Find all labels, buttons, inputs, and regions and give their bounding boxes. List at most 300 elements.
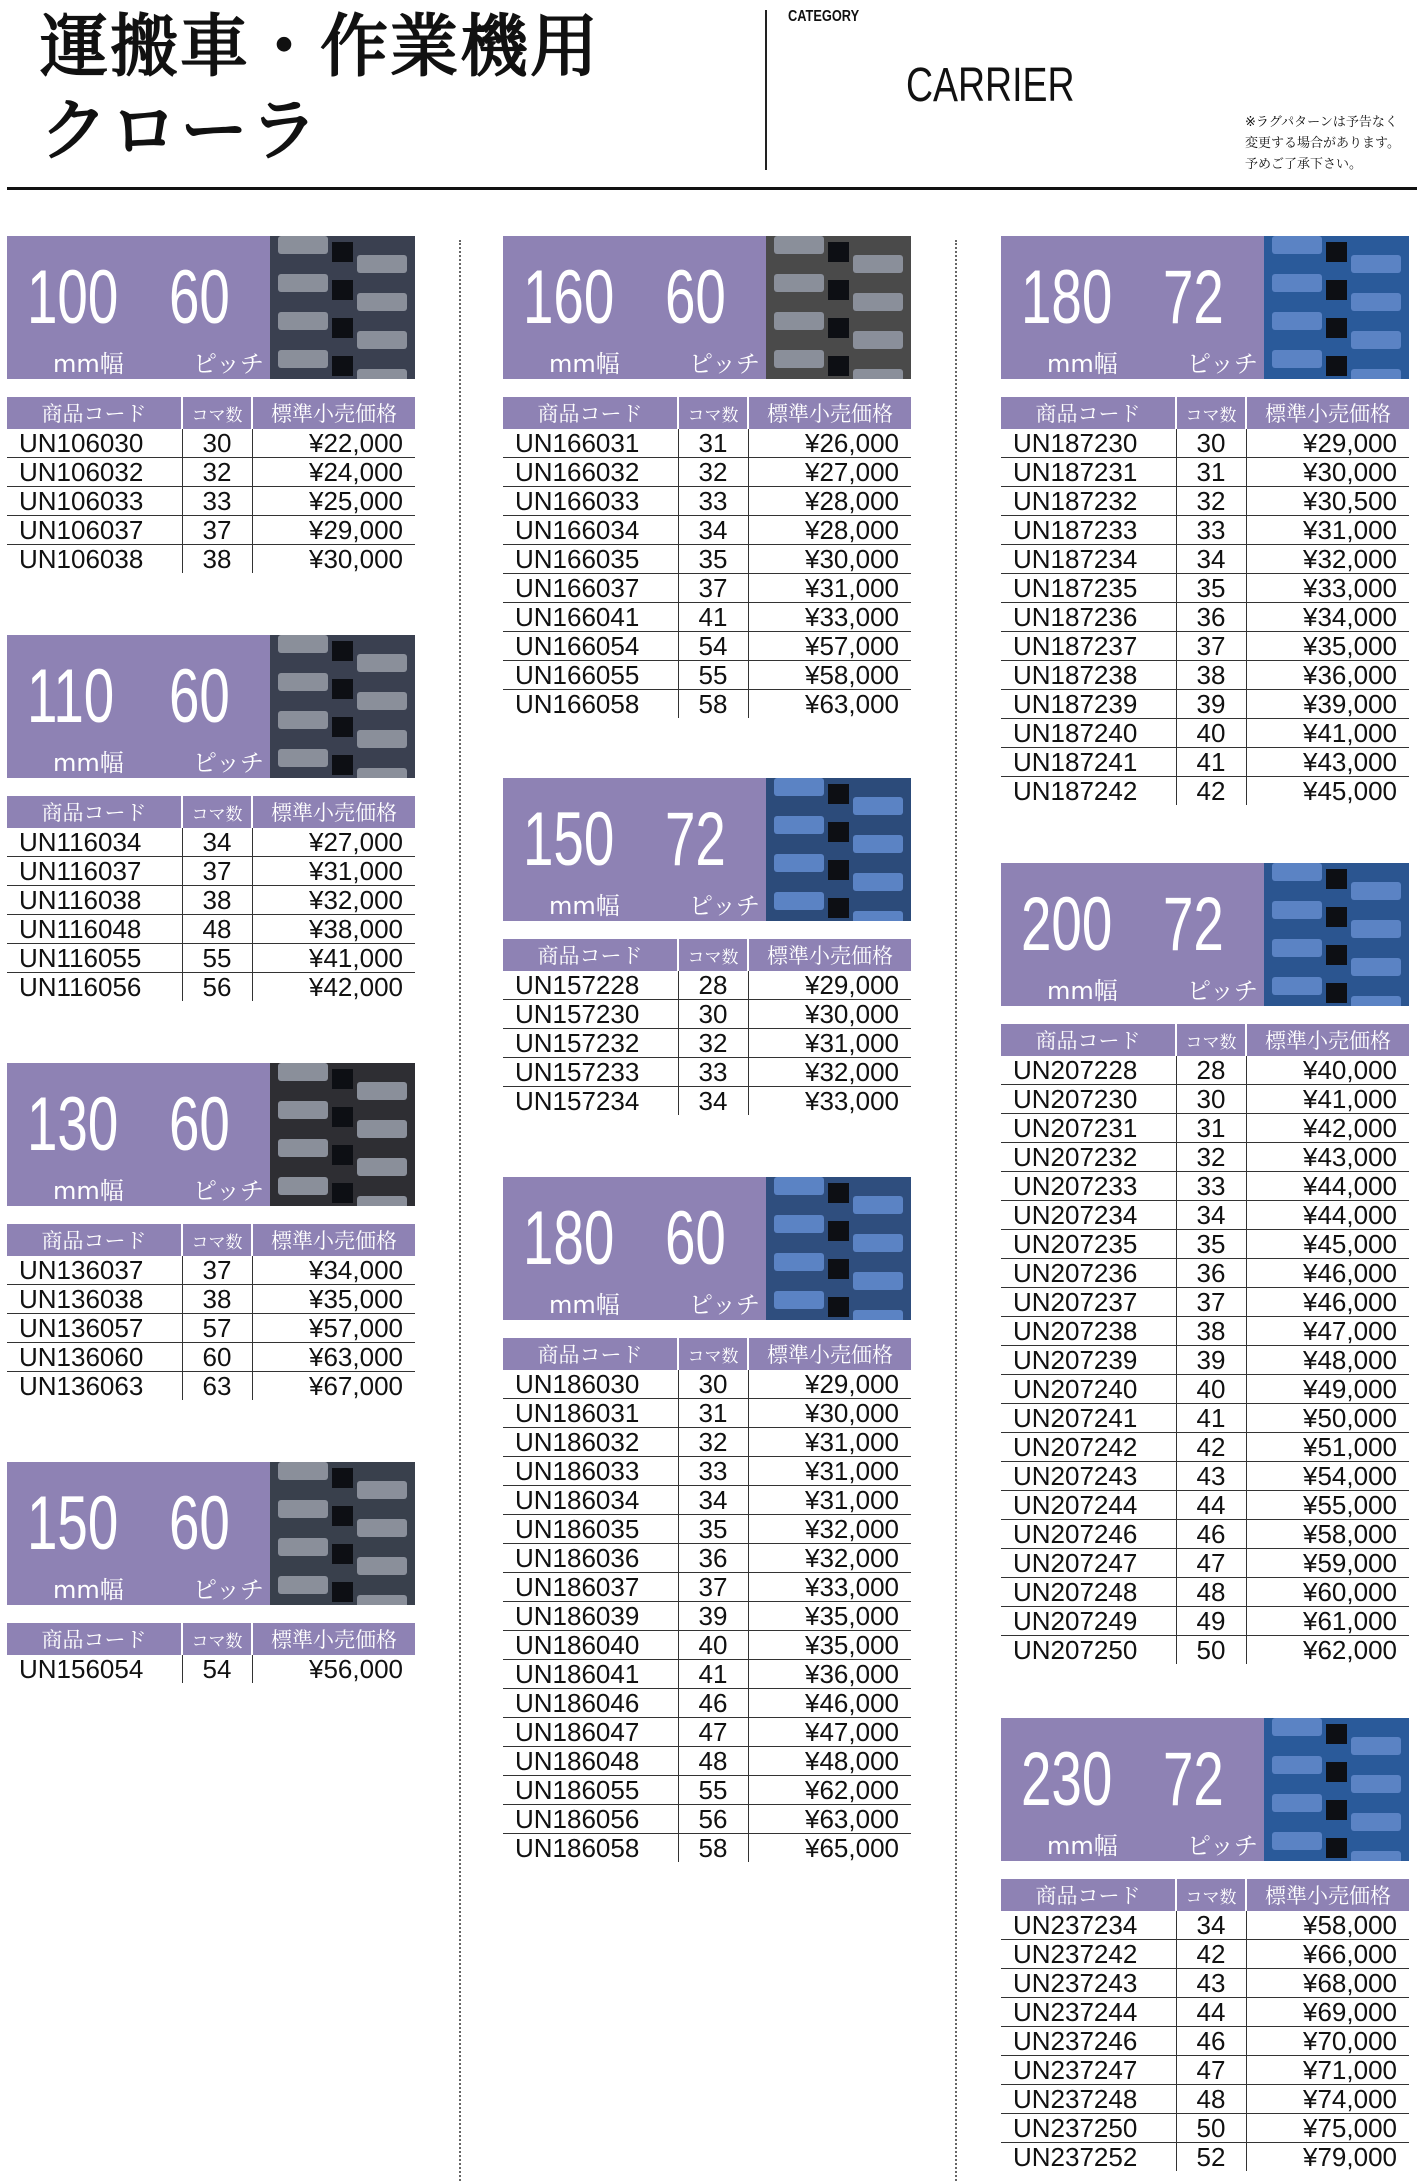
- link-count: 37: [182, 857, 252, 886]
- link-count: 58: [678, 1834, 748, 1863]
- link-count: 31: [1176, 458, 1246, 487]
- col-header-price: 標準小売価格: [252, 1623, 415, 1655]
- crawler-tread-image: [766, 778, 911, 921]
- col-header-price: 標準小売価格: [1246, 1879, 1409, 1911]
- table-header-row: [1001, 1024, 1409, 1056]
- table-header-row: [7, 1224, 415, 1256]
- link-count: 37: [1176, 632, 1246, 661]
- table-row: [1001, 777, 1409, 806]
- retail-price: ¥41,000: [1246, 1085, 1409, 1114]
- table-row: [503, 1834, 911, 1863]
- link-count: 38: [1176, 1317, 1246, 1346]
- link-count: 55: [182, 944, 252, 973]
- col-header-price: 標準小売価格: [748, 939, 911, 971]
- link-count: 32: [678, 458, 748, 487]
- width-value: 180: [523, 1196, 615, 1281]
- product-code: UN186031: [503, 1399, 678, 1428]
- width-value: 150: [27, 1481, 119, 1566]
- table-row: [503, 1544, 911, 1573]
- product-code: UN207233: [1001, 1172, 1176, 1201]
- retail-price: ¥35,000: [252, 1285, 415, 1314]
- product-code: UN156054: [19, 1654, 144, 1684]
- crawler-section: [1001, 863, 1409, 1664]
- link-count: 38: [182, 886, 252, 915]
- product-code: UN186032: [503, 1428, 678, 1457]
- table-row: [503, 1718, 911, 1747]
- product-code: UN136037: [7, 1256, 182, 1285]
- retail-price: ¥31,000: [748, 1486, 911, 1515]
- width-unit-label: mm幅: [549, 350, 620, 378]
- table-row: [7, 1343, 415, 1372]
- retail-price: ¥32,000: [252, 886, 415, 915]
- table-row: [503, 516, 911, 545]
- retail-price: ¥66,000: [1246, 1940, 1409, 1969]
- link-count: 39: [678, 1602, 748, 1631]
- link-count: 34: [1176, 1201, 1246, 1230]
- product-code: UN186037: [503, 1573, 678, 1602]
- table-row: [7, 487, 415, 516]
- product-code: UN207232: [1001, 1143, 1176, 1172]
- product-code: UN186048: [503, 1747, 678, 1776]
- link-count: 34: [678, 1087, 748, 1116]
- table-row: [1001, 1114, 1409, 1143]
- table-header-row: [503, 397, 911, 429]
- col-header-price: 標準小売価格: [1246, 1024, 1409, 1056]
- crawler-tread-image: [1264, 1718, 1409, 1861]
- price-table: [1001, 397, 1409, 805]
- link-count: 48: [1176, 1578, 1246, 1607]
- retail-price: ¥25,000: [252, 487, 415, 516]
- retail-price: ¥45,000: [1246, 1230, 1409, 1259]
- product-code: UN157230: [503, 1000, 678, 1029]
- retail-price: ¥65,000: [805, 1833, 899, 1863]
- table-header-row: [503, 939, 911, 971]
- product-code: UN237252: [1013, 2142, 1138, 2172]
- product-code: UN207246: [1001, 1520, 1176, 1549]
- retail-price: ¥46,000: [748, 1689, 911, 1718]
- col-header-price: 標準小売価格: [252, 796, 415, 828]
- table-row: [7, 458, 415, 487]
- table-header-row: [503, 1338, 911, 1370]
- price-table: [503, 1338, 911, 1862]
- width-unit-label: mm幅: [53, 1576, 124, 1604]
- retail-price: ¥33,000: [748, 603, 911, 632]
- table-row: [1001, 1969, 1409, 1998]
- table-row: [1001, 1085, 1409, 1114]
- crawler-tread-image: [270, 635, 415, 778]
- table-row: [1001, 1172, 1409, 1201]
- retail-price: ¥75,000: [1246, 2114, 1409, 2143]
- retail-price: ¥59,000: [1246, 1549, 1409, 1578]
- retail-price: ¥32,000: [748, 1544, 911, 1573]
- table-row: [1001, 1230, 1409, 1259]
- product-code: UN187233: [1001, 516, 1176, 545]
- table-row: [1001, 2085, 1409, 2114]
- link-count: 37: [182, 1256, 252, 1285]
- link-count: 54: [182, 1655, 252, 1683]
- retail-price: ¥24,000: [252, 458, 415, 487]
- retail-price: ¥74,000: [1246, 2085, 1409, 2114]
- retail-price: ¥47,000: [1246, 1317, 1409, 1346]
- table-row: [503, 1058, 911, 1087]
- table-row: [1001, 2056, 1409, 2085]
- table-row: [7, 1372, 415, 1401]
- retail-price: ¥69,000: [1246, 1998, 1409, 2027]
- width-value: 160: [523, 255, 615, 340]
- product-code: UN166058: [515, 689, 640, 719]
- pitch-unit-label: ピッチ: [689, 1291, 761, 1319]
- pitch-value: 60: [169, 654, 230, 739]
- link-count: 33: [678, 1457, 748, 1486]
- link-count: 32: [678, 1029, 748, 1058]
- retail-price: ¥51,000: [1246, 1433, 1409, 1462]
- table-row: [503, 1689, 911, 1718]
- pitch-value: 72: [1163, 882, 1224, 967]
- link-count: 39: [1176, 690, 1246, 719]
- table-row: [1001, 1056, 1409, 1085]
- product-code: UN186055: [503, 1776, 678, 1805]
- retail-price: ¥36,000: [748, 1660, 911, 1689]
- table-row: [503, 1399, 911, 1428]
- pitch-value: 60: [665, 255, 726, 340]
- product-code: UN187231: [1001, 458, 1176, 487]
- pitch-value: 72: [1163, 1737, 1224, 1822]
- table-row: [503, 1573, 911, 1602]
- retail-price: ¥43,000: [1246, 748, 1409, 777]
- retail-price: ¥32,000: [1246, 545, 1409, 574]
- table-row: [1001, 1940, 1409, 1969]
- column-divider: [459, 240, 461, 2181]
- table-row: [503, 487, 911, 516]
- table-row: [1001, 574, 1409, 603]
- link-count: 28: [678, 971, 748, 1000]
- link-count: 33: [1176, 1172, 1246, 1201]
- col-header-koma: コマ数: [182, 796, 252, 828]
- table-row: [503, 574, 911, 603]
- retail-price: ¥30,000: [748, 1000, 911, 1029]
- width-value: 130: [27, 1082, 119, 1167]
- product-code: UN207236: [1001, 1259, 1176, 1288]
- retail-price: ¥50,000: [1246, 1404, 1409, 1433]
- price-table: [7, 1623, 415, 1683]
- product-code: UN187242: [1013, 776, 1138, 806]
- table-row: [1001, 1549, 1409, 1578]
- crawler-tread-image: [270, 1462, 415, 1605]
- link-count: 35: [678, 545, 748, 574]
- link-count: 33: [678, 487, 748, 516]
- price-table: [503, 397, 911, 718]
- product-code: UN187232: [1001, 487, 1176, 516]
- product-code: UN106037: [7, 516, 182, 545]
- link-count: 47: [1176, 2056, 1246, 2085]
- link-count: 40: [1176, 719, 1246, 748]
- retail-price: ¥63,000: [748, 1805, 911, 1834]
- header-divider: [765, 10, 767, 170]
- title-line-1: 運搬車・作業機用: [40, 8, 601, 87]
- link-count: 58: [678, 690, 748, 719]
- retail-price: ¥44,000: [1246, 1172, 1409, 1201]
- pitch-value: 60: [169, 255, 230, 340]
- table-row: [503, 429, 911, 458]
- retail-price: ¥58,000: [1246, 1911, 1409, 1940]
- col-header-price: 標準小売価格: [252, 397, 415, 429]
- link-count: 40: [678, 1631, 748, 1660]
- link-count: 30: [1176, 1085, 1246, 1114]
- retail-price: ¥26,000: [748, 429, 911, 458]
- retail-price: ¥27,000: [252, 828, 415, 857]
- col-header-price: 標準小売価格: [1246, 397, 1409, 429]
- retail-price: ¥30,000: [309, 544, 403, 574]
- pitch-value: 72: [1163, 255, 1224, 340]
- width-value: 180: [1021, 255, 1113, 340]
- link-count: 34: [678, 1486, 748, 1515]
- retail-price: ¥39,000: [1246, 690, 1409, 719]
- pitch-unit-label: ピッチ: [193, 749, 265, 777]
- table-row: [7, 915, 415, 944]
- tread-pattern-icon: [270, 1063, 415, 1206]
- link-count: 35: [1176, 1230, 1246, 1259]
- product-code: UN166033: [503, 487, 678, 516]
- col-header-code: 商品コード: [1001, 1879, 1176, 1911]
- table-row: [1001, 1578, 1409, 1607]
- product-code: UN186035: [503, 1515, 678, 1544]
- retail-price: ¥54,000: [1246, 1462, 1409, 1491]
- link-count: 56: [678, 1805, 748, 1834]
- table-row: [503, 1087, 911, 1116]
- product-code: UN166031: [503, 429, 678, 458]
- retail-price: ¥43,000: [1246, 1143, 1409, 1172]
- col-header-code: 商品コード: [7, 397, 182, 429]
- pitch-value: 60: [169, 1481, 230, 1566]
- pitch-value: 72: [665, 797, 726, 882]
- section-banner: [503, 1177, 911, 1320]
- retail-price: ¥60,000: [1246, 1578, 1409, 1607]
- link-count: 30: [1176, 429, 1246, 458]
- col-header-code: 商品コード: [1001, 1024, 1176, 1056]
- crawler-tread-image: [766, 236, 911, 379]
- table-row: [503, 458, 911, 487]
- product-code: UN186034: [503, 1486, 678, 1515]
- table-row: [503, 971, 911, 1000]
- section-banner: [7, 236, 415, 379]
- table-row: [1001, 1998, 1409, 2027]
- product-code: UN207234: [1001, 1201, 1176, 1230]
- product-code: UN186039: [503, 1602, 678, 1631]
- table-row: [503, 1000, 911, 1029]
- crawler-tread-image: [270, 236, 415, 379]
- product-code: UN207244: [1001, 1491, 1176, 1520]
- tread-pattern-icon: [766, 778, 911, 921]
- link-count: 41: [1176, 1404, 1246, 1433]
- link-count: 44: [1176, 1998, 1246, 2027]
- table-row: [1001, 1491, 1409, 1520]
- table-row: [503, 603, 911, 632]
- product-code: UN237246: [1001, 2027, 1176, 2056]
- product-code: UN106038: [19, 544, 144, 574]
- pitch-unit-label: ピッチ: [193, 1177, 265, 1205]
- table-row: [1001, 1911, 1409, 1940]
- width-value: 110: [27, 654, 115, 739]
- table-row: [503, 690, 911, 719]
- table-row: [7, 886, 415, 915]
- product-code: UN166034: [503, 516, 678, 545]
- product-code: UN136038: [7, 1285, 182, 1314]
- pitch-value: 60: [169, 1082, 230, 1167]
- link-count: 48: [182, 915, 252, 944]
- width-value: 200: [1021, 882, 1113, 967]
- link-count: 36: [1176, 1259, 1246, 1288]
- link-count: 50: [1176, 2114, 1246, 2143]
- section-banner: [1001, 1718, 1409, 1861]
- tread-pattern-icon: [1264, 863, 1409, 1006]
- tread-pattern-icon: [270, 635, 415, 778]
- table-row: [7, 857, 415, 886]
- product-code: UN136060: [7, 1343, 182, 1372]
- table-header-row: [7, 1623, 415, 1655]
- product-code: UN157234: [515, 1086, 640, 1116]
- link-count: 46: [678, 1689, 748, 1718]
- product-code: UN166054: [503, 632, 678, 661]
- retail-price: ¥58,000: [748, 661, 911, 690]
- table-row: [7, 828, 415, 857]
- table-row: [503, 1602, 911, 1631]
- link-count: 48: [1176, 2085, 1246, 2114]
- product-code: UN106033: [7, 487, 182, 516]
- retail-price: ¥62,000: [1303, 1635, 1397, 1665]
- link-count: 50: [1176, 1636, 1246, 1665]
- retail-price: ¥46,000: [1246, 1259, 1409, 1288]
- link-count: 31: [678, 429, 748, 458]
- link-count: 41: [1176, 748, 1246, 777]
- col-header-koma: コマ数: [678, 397, 748, 429]
- link-count: 43: [1176, 1462, 1246, 1491]
- col-header-code: 商品コード: [1001, 397, 1176, 429]
- link-count: 30: [678, 1370, 748, 1399]
- table-row: [1001, 1636, 1409, 1665]
- product-code: UN207242: [1001, 1433, 1176, 1462]
- table-row: [1001, 458, 1409, 487]
- column-divider: [955, 240, 957, 2181]
- retail-price: ¥61,000: [1246, 1607, 1409, 1636]
- link-count: 55: [678, 661, 748, 690]
- table-header-row: [7, 397, 415, 429]
- retail-price: ¥33,000: [748, 1573, 911, 1602]
- crawler-section: [503, 778, 911, 1115]
- tread-pattern-icon: [766, 1177, 911, 1320]
- table-row: [503, 661, 911, 690]
- retail-price: ¥38,000: [252, 915, 415, 944]
- product-code: UN207230: [1001, 1085, 1176, 1114]
- section-banner: [503, 236, 911, 379]
- table-row: [7, 429, 415, 458]
- retail-price: ¥63,000: [252, 1343, 415, 1372]
- product-code: UN186030: [503, 1370, 678, 1399]
- product-code: UN157228: [503, 971, 678, 1000]
- link-count: 47: [1176, 1549, 1246, 1578]
- product-code: UN157233: [503, 1058, 678, 1087]
- table-row: [503, 1457, 911, 1486]
- price-table: [7, 1224, 415, 1400]
- link-count: 32: [678, 1428, 748, 1457]
- table-row: [1001, 1462, 1409, 1491]
- note-line-2: 変更する場合があります。: [1245, 136, 1400, 151]
- pitch-unit-label: ピッチ: [689, 350, 761, 378]
- table-row: [503, 1747, 911, 1776]
- product-code: UN187237: [1001, 632, 1176, 661]
- retail-price: ¥35,000: [748, 1602, 911, 1631]
- link-count: 32: [1176, 487, 1246, 516]
- product-code: UN187234: [1001, 545, 1176, 574]
- crawler-tread-image: [766, 1177, 911, 1320]
- product-code: UN166037: [503, 574, 678, 603]
- product-code: UN207250: [1013, 1635, 1138, 1665]
- link-count: 49: [1176, 1607, 1246, 1636]
- retail-price: ¥27,000: [748, 458, 911, 487]
- link-count: 40: [1176, 1375, 1246, 1404]
- link-count: 41: [678, 1660, 748, 1689]
- retail-price: ¥55,000: [1246, 1491, 1409, 1520]
- table-row: [1001, 1375, 1409, 1404]
- retail-price: ¥62,000: [748, 1776, 911, 1805]
- table-row: [1001, 661, 1409, 690]
- link-count: 34: [1176, 545, 1246, 574]
- product-code: UN207238: [1001, 1317, 1176, 1346]
- col-header-koma: コマ数: [1176, 397, 1246, 429]
- product-code: UN166032: [503, 458, 678, 487]
- tread-pattern-icon: [270, 236, 415, 379]
- product-code: UN207240: [1001, 1375, 1176, 1404]
- link-count: 37: [182, 516, 252, 545]
- pitch-value: 60: [665, 1196, 726, 1281]
- product-code: UN186058: [515, 1833, 640, 1863]
- table-row: [1001, 1259, 1409, 1288]
- table-row: [1001, 1404, 1409, 1433]
- link-count: 56: [182, 973, 252, 1002]
- retail-price: ¥46,000: [1246, 1288, 1409, 1317]
- product-code: UN186046: [503, 1689, 678, 1718]
- link-count: 52: [1176, 2143, 1246, 2172]
- table-row: [503, 1631, 911, 1660]
- product-code: UN186056: [503, 1805, 678, 1834]
- width-unit-label: mm幅: [53, 1177, 124, 1205]
- product-code: UN187239: [1001, 690, 1176, 719]
- link-count: 42: [1176, 777, 1246, 806]
- table-row: [7, 1256, 415, 1285]
- crawler-tread-image: [270, 1063, 415, 1206]
- product-code: UN207239: [1001, 1346, 1176, 1375]
- retail-price: ¥31,000: [748, 1029, 911, 1058]
- table-row: [1001, 1317, 1409, 1346]
- pitch-unit-label: ピッチ: [1187, 350, 1259, 378]
- link-count: 31: [1176, 1114, 1246, 1143]
- link-count: 30: [678, 1000, 748, 1029]
- retail-price: ¥31,000: [252, 857, 415, 886]
- product-code: UN116038: [7, 886, 182, 915]
- link-count: 39: [1176, 1346, 1246, 1375]
- retail-price: ¥49,000: [1246, 1375, 1409, 1404]
- table-row: [503, 1370, 911, 1399]
- product-code: UN237247: [1001, 2056, 1176, 2085]
- price-table: [1001, 1879, 1409, 2171]
- retail-price: ¥57,000: [748, 632, 911, 661]
- table-header-row: [1001, 397, 1409, 429]
- link-count: 42: [1176, 1940, 1246, 1969]
- link-count: 55: [678, 1776, 748, 1805]
- link-count: 47: [678, 1718, 748, 1747]
- table-row: [1001, 632, 1409, 661]
- width-value: 100: [27, 255, 119, 340]
- table-row: [503, 1428, 911, 1457]
